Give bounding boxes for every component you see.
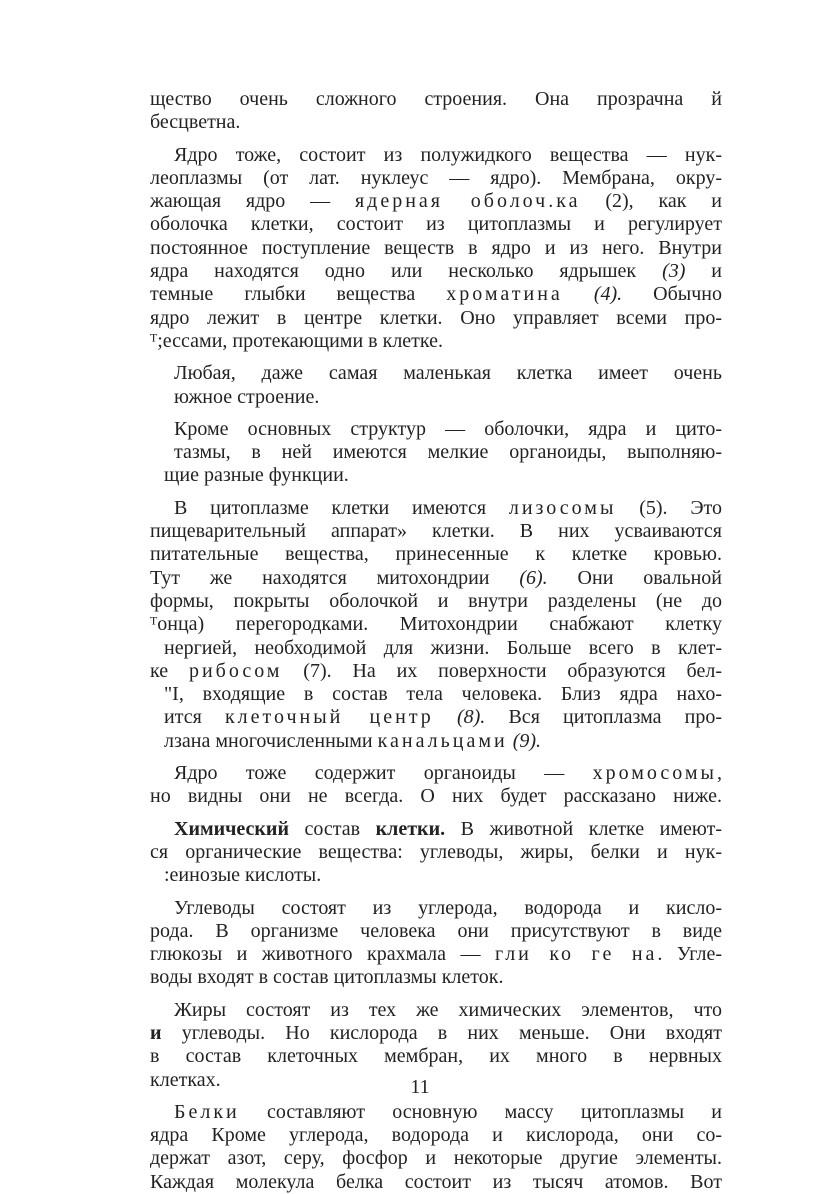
- text-segment: глюкозы и животного крахмала —: [150, 943, 495, 966]
- text-line: тазмы, в ней имеются мелкие органоиды, выполняю-: [174, 441, 722, 464]
- text-line: [150, 190, 722, 213]
- text-line: щество очень сложного строения. Она прозрачна й: [150, 88, 722, 110]
- text-segment: рибосом: [188, 659, 283, 682]
- text-segment: состав: [288, 817, 376, 840]
- text-line: клетках.: [150, 1068, 221, 1091]
- text-line: Любая, даже самая маленькая клетка имеет очень: [174, 362, 722, 385]
- text-segment: ядра находятся одно или несколько ядрышек: [150, 260, 663, 283]
- text-segment: лзана многочисленными: [164, 729, 378, 752]
- text-line: воды входят в состав цитоплазмы клеток.: [150, 966, 504, 989]
- text-segment: жающая ядро —: [150, 190, 355, 213]
- text-line: южное строение.: [174, 385, 320, 408]
- text-line: ᵀонца) перегородками. Митохондрии снабжают клетку: [150, 613, 722, 636]
- text-line: Жиры состоят из тех же химических элементов, что: [174, 998, 722, 1021]
- text-segment: В цитоплазме клетки имеются: [174, 496, 509, 519]
- text-segment: ится: [164, 706, 225, 729]
- text-line: рода. В организме человека они присутствуют в виде: [150, 919, 722, 942]
- text-segment: Они овальной: [547, 566, 722, 589]
- text-line: [150, 497, 722, 520]
- text-segment: [563, 283, 594, 305]
- text-line: постоянное поступление веществ в ядро и из него. Внутри: [150, 236, 722, 259]
- text-line: [150, 1022, 722, 1045]
- text-line: [150, 660, 722, 683]
- text-segment: гли ко ге на: [495, 943, 658, 966]
- text-line: в состав клеточных мембран, их много в нервных: [150, 1045, 722, 1068]
- text-line: держат азот, серу, фосфор и некоторые другие элементы.: [150, 1147, 722, 1170]
- page-body: [150, 88, 722, 1194]
- text-segment: и: [150, 1021, 162, 1044]
- text-line: ся органические вещества: углеводы, жиры, белки и нук-: [150, 840, 722, 863]
- text-line: Углеводы состоят из углерода, водорода и кисло-: [174, 896, 722, 919]
- text-segment: . Угле-: [657, 943, 723, 966]
- text-segment: (2), как и: [580, 190, 722, 213]
- text-segment: углеводы. Но кислорода в них меньше. Они входят: [161, 1021, 722, 1044]
- text-line: [150, 706, 722, 729]
- text-segment: [434, 706, 457, 728]
- text-line: [150, 1101, 722, 1124]
- text-segment: Обычно: [622, 283, 722, 306]
- text-segment: (6).: [519, 566, 548, 589]
- text-line: [150, 144, 722, 167]
- text-line: ядро лежит в центре клетки. Оно управляет всеми про-: [150, 306, 722, 329]
- text-line: Каждая молекула белка состоит из тысяч атомов. Вот: [150, 1170, 722, 1193]
- text-segment: ядерная оболоч.ка: [354, 190, 581, 213]
- text-line: леоплазмы (от лат. нуклеус — ядро). Мембрана, окру-: [150, 166, 722, 189]
- text-segment: Белки: [174, 1100, 240, 1123]
- text-segment: (7). На их поверхности образуются бел-: [282, 659, 722, 682]
- text-line: :еинозые кислоты.: [164, 864, 322, 887]
- text-line: оболочка клетки, состоит из цитоплазмы и регулирует: [150, 213, 722, 236]
- text-segment: (8).: [456, 706, 486, 729]
- text-segment: темные глыбки вещества: [150, 283, 447, 306]
- text-segment: хромосомы: [592, 762, 717, 785]
- text-line: [150, 818, 722, 841]
- text-line: [150, 762, 722, 785]
- text-line: пищеварительный аппарат» клетки. В них усваиваются: [150, 520, 722, 543]
- text-line: формы, покрыты оболочкой и внутри разделены (не до: [150, 589, 722, 612]
- text-segment: клеточный центр: [224, 706, 434, 729]
- text-line: питательные вещества, принесенные к клетке кровью.: [150, 543, 722, 566]
- text-segment: ке: [150, 659, 189, 682]
- text-line: [150, 260, 722, 283]
- text-segment: (4).: [593, 283, 623, 306]
- text-segment: (5). Это: [616, 496, 722, 519]
- text-line: [150, 283, 722, 306]
- text-segment: Ядро тоже содержит органоиды —: [174, 762, 593, 785]
- text-line: ядра Кроме углерода, водорода и кислорода, они со-: [150, 1124, 722, 1147]
- text-line: [150, 730, 722, 753]
- text-line: [150, 943, 722, 966]
- text-line: но видны они не всегда. О них будет рассказано ниже.: [150, 785, 722, 808]
- text-line: [150, 567, 722, 590]
- text-segment: составляют основную массу цитоплазмы и: [239, 1100, 722, 1123]
- text-segment: и: [685, 260, 722, 283]
- text-segment: Химический: [174, 817, 289, 840]
- text-segment: хроматина: [446, 283, 563, 306]
- text-segment: клетки.: [375, 817, 446, 840]
- page-number: 11: [410, 1076, 430, 1098]
- text-line: нергией, необходимой для жизни. Больше всего в клет-: [164, 636, 722, 659]
- text-line: "I, входящие в состав тела человека. Близ ядра нахо-: [164, 683, 722, 706]
- text-line: щие разные функции.: [164, 464, 349, 487]
- text-segment: Тут же находятся митохондрии: [150, 566, 520, 589]
- text-segment: (9).: [512, 729, 542, 752]
- text-segment: лизосомы: [508, 496, 617, 519]
- text-segment: (3): [662, 260, 686, 283]
- text-segment: ,: [717, 762, 722, 785]
- text-line: ᵀ;ессами, протекающими в клетке.: [150, 329, 444, 352]
- text-segment: В животной клетке имеют-: [445, 817, 722, 840]
- text-segment: Ядро тоже, состоит из полужидкого вещества — нук-: [174, 143, 722, 166]
- text-line: бесцветна.: [150, 111, 241, 134]
- text-line: Кроме основных структур — оболочки, ядра и цито-: [174, 417, 722, 440]
- text-segment: Вся цитоплазма про-: [485, 706, 723, 729]
- text-segment: канальцами: [377, 729, 508, 752]
